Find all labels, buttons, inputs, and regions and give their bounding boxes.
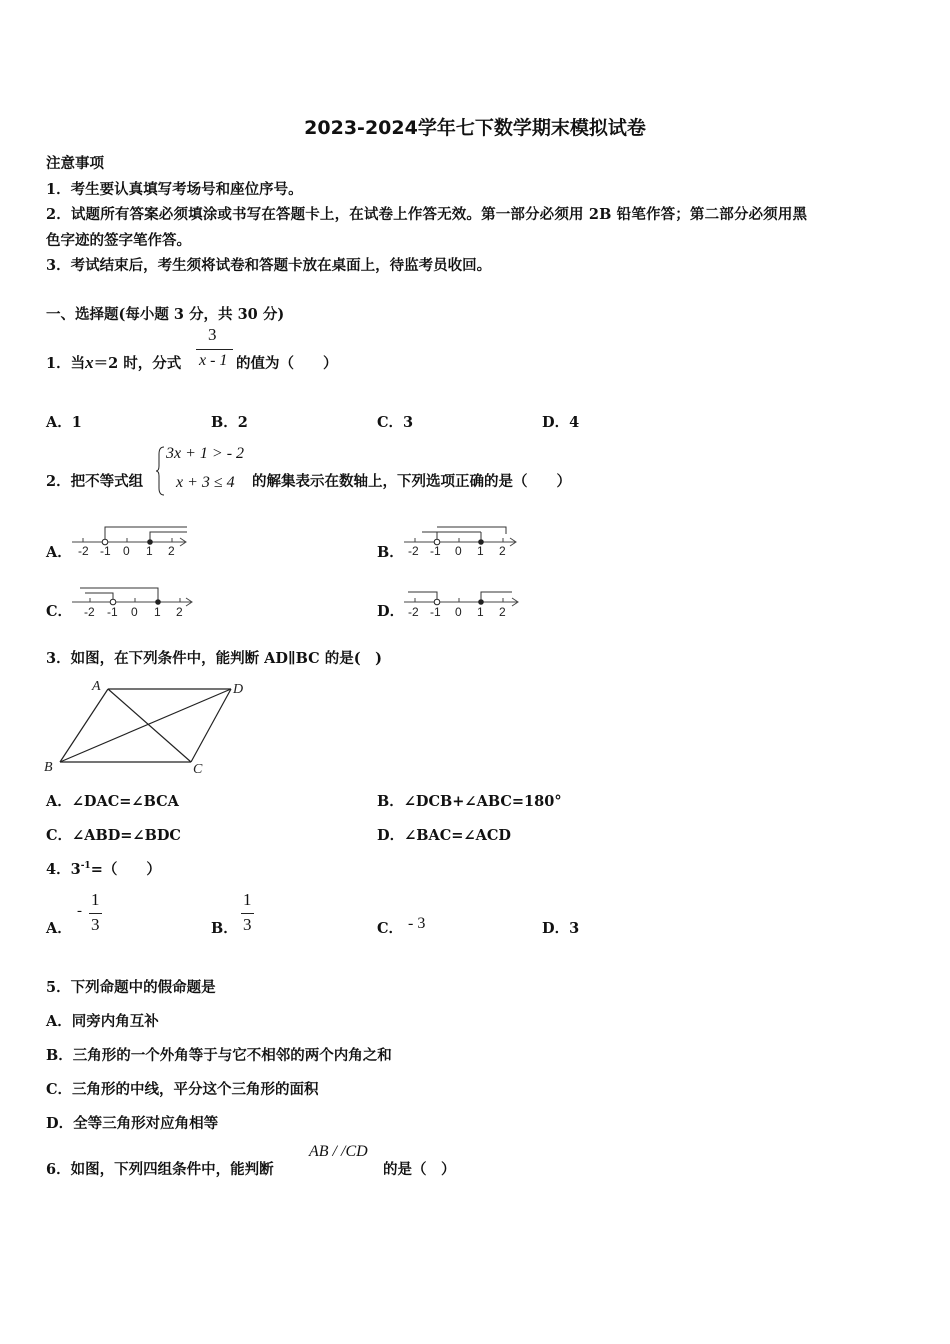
tick-label: -1 — [430, 544, 441, 558]
notice-heading: 注意事项 — [46, 155, 104, 172]
q2-option-c-numberline[interactable] — [70, 582, 200, 622]
q5-option-a[interactable]: A．同旁内角互补 — [46, 1013, 159, 1030]
q4-option-b-den: 3 — [243, 915, 252, 934]
q4-stem-a: 4．3 — [46, 861, 81, 878]
q1-option-b[interactable]: B．2 — [211, 414, 248, 431]
q1-frac-line — [196, 349, 233, 350]
q4-option-a-num: 1 — [91, 890, 100, 909]
q2-option-a-numberline[interactable] — [70, 522, 200, 562]
page-title: 2023-2024学年七下数学期末模拟试卷 — [304, 117, 646, 139]
tick-label: -1 — [107, 605, 118, 619]
point-label-c: C — [193, 762, 203, 777]
q4-option-b-num: 1 — [243, 890, 252, 909]
q6-stem-b: 的是（ ） — [383, 1161, 456, 1178]
q5-option-c[interactable]: C．三角形的中线，平分这个三角形的面积 — [46, 1081, 319, 1098]
q2-option-c-label[interactable]: C． — [46, 603, 73, 620]
q1-stem-a: 1．当 — [46, 355, 86, 372]
q3-stem: 3．如图，在下列条件中，能判断 AD∥BC 的是( ) — [46, 650, 382, 667]
q4-option-a-frac-line — [89, 913, 102, 914]
q4-option-b-frac-line — [241, 913, 254, 914]
q3-option-b[interactable]: B．∠DCB+∠ABC=180° — [377, 793, 562, 810]
notice-item-1: 1．考生要认真填写考场号和座位序号。 — [46, 181, 303, 198]
tick-label: 1 — [477, 544, 484, 558]
q1-option-d[interactable]: D．4 — [542, 414, 580, 431]
q4-option-c-label[interactable]: C． — [377, 920, 404, 937]
q6-stem-a: 6．如图，下列四组条件中，能判断 — [46, 1161, 274, 1178]
q3-option-a[interactable]: A．∠DAC=∠BCA — [46, 793, 179, 810]
q2-option-a-label[interactable]: A． — [46, 544, 72, 561]
tick-label: -1 — [430, 605, 441, 619]
q1-option-c[interactable]: C．3 — [377, 414, 414, 431]
q2-stem-a: 2．把不等式组 — [46, 473, 144, 490]
q5-option-b[interactable]: B．三角形的一个外角等于与它不相邻的两个内角之和 — [46, 1047, 392, 1064]
tick-label: -2 — [408, 605, 419, 619]
section-heading: 一、选择题(每小题 3 分，共 30 分) — [46, 306, 285, 323]
q5-option-d[interactable]: D．全等三角形对应角相等 — [46, 1115, 219, 1132]
tick-label: 1 — [146, 544, 153, 558]
q3-figure — [42, 678, 252, 778]
q1-frac-den: x - 1 — [199, 352, 228, 369]
q2-a-ticks — [83, 538, 172, 542]
tick-label: -2 — [408, 544, 419, 558]
q2-stem-b: 的解集表示在数轴上，下列选项正确的是（ ） — [252, 473, 571, 490]
q2-ineq-1: 3x + 1 > - 2 — [166, 445, 245, 462]
tick-label: 0 — [455, 605, 462, 619]
q2-ineq-2: x + 3 ≤ 4 — [176, 474, 235, 491]
point-label-a: A — [92, 679, 101, 694]
notice-item-2-cont: 色字迹的签字笔作答。 — [46, 232, 191, 249]
tick-label: 2 — [499, 605, 506, 619]
tick-label: -1 — [100, 544, 111, 558]
notice-item-3: 3．考试结束后，考生须将试卷和答题卡放在桌面上，待监考员收回。 — [46, 257, 492, 274]
q5-stem: 5．下列命题中的假命题是 — [46, 979, 216, 996]
q4-option-d[interactable]: D．3 — [542, 920, 580, 937]
tick-label: 0 — [131, 605, 138, 619]
q1-stem — [46, 352, 181, 373]
q4-option-b-label[interactable]: B． — [211, 920, 238, 937]
q2-option-d-numberline[interactable] — [402, 582, 532, 622]
q2-brace — [156, 446, 166, 496]
point-label-b: B — [44, 760, 53, 775]
q4-stem — [46, 858, 161, 879]
tick-label: 1 — [477, 605, 484, 619]
tick-label: 2 — [176, 605, 183, 619]
point-label-d: D — [233, 682, 244, 697]
q3-option-c[interactable]: C．∠ABD=∠BDC — [46, 827, 181, 844]
q4-option-a-label[interactable]: A． — [46, 920, 72, 937]
q2-option-b-numberline[interactable] — [402, 522, 532, 562]
q1-stem-b: ＝2 时，分式 — [93, 355, 182, 372]
q4-option-a-den: 3 — [91, 915, 100, 934]
q1-var: x — [85, 353, 94, 372]
q1-option-a[interactable]: A．1 — [46, 414, 82, 431]
q3-option-d[interactable]: D．∠BAC=∠ACD — [377, 827, 511, 844]
tick-label: 0 — [455, 544, 462, 558]
q4-exponent: -1 — [80, 861, 91, 872]
notice-item-2: 2．试题所有答案必须填涂或书写在答题卡上，在试卷上作答无效。第一部分必须用 2B 铅笔作答；第二部分必须用黑 — [46, 206, 808, 223]
q2-option-b-label[interactable]: B． — [377, 544, 404, 561]
tick-label: -2 — [84, 605, 95, 619]
q2-option-d-label[interactable]: D． — [377, 603, 405, 620]
tick-label: 2 — [499, 544, 506, 558]
tick-label: 2 — [168, 544, 175, 558]
q4-option-a-sign: - — [77, 903, 82, 919]
tick-label: 1 — [154, 605, 161, 619]
q6-expr: AB / /CD — [309, 1143, 368, 1160]
q1-stem-c: 的值为（ ） — [236, 355, 338, 372]
q4-option-c-text: - 3 — [408, 915, 426, 932]
q4-stem-b: =（ ） — [90, 861, 161, 878]
tick-label: 0 — [123, 544, 130, 558]
tick-label: -2 — [78, 544, 89, 558]
q1-frac-num: 3 — [208, 325, 217, 344]
